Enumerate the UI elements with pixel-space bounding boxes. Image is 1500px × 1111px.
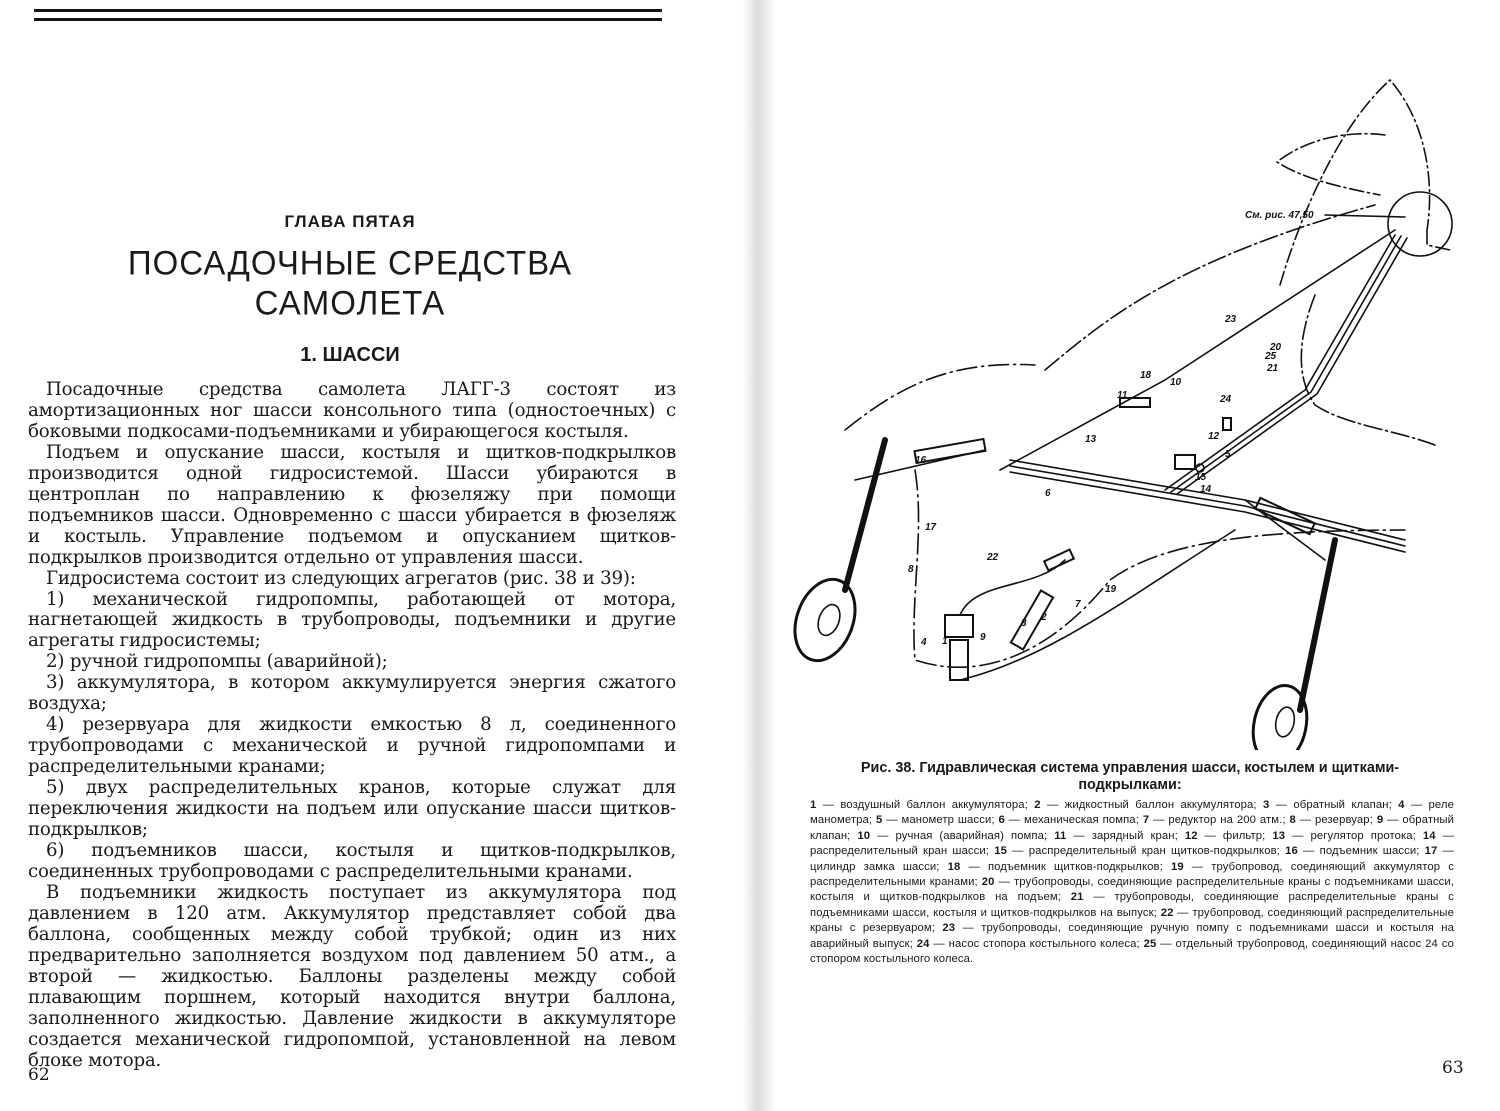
legend-text: воздушный баллон аккумулятора;: [840, 799, 1028, 811]
legend-text: резервуар;: [1315, 814, 1373, 827]
legend-number: 16: [1285, 845, 1298, 858]
callout-3: 3: [1021, 618, 1027, 629]
callout-10: 10: [1170, 377, 1182, 388]
legend-text: цилиндр замка шасси;: [810, 860, 940, 873]
legend-entry: 20 — трубопроводы, соединяющие распределительные краны с подъемниками шасси, костыля и щитков-подкрылков на подъем;: [810, 876, 1454, 904]
pipe-to-tail-25: [1165, 235, 1395, 490]
callout-1: 1: [942, 636, 948, 647]
stabilizer-outline: [1277, 134, 1385, 195]
legend-number: 25: [1143, 937, 1157, 950]
body-text: [28, 380, 676, 1071]
legend-number: 18: [947, 860, 961, 873]
right-wheel-hub: [1273, 705, 1297, 738]
legend-entry: 1 — воздушный баллон аккумулятора;: [810, 799, 1028, 811]
callout-17: 17: [925, 522, 937, 533]
legend-entry: 7 — редуктор на 200 атм.;: [1142, 814, 1286, 827]
callout-4: 4: [921, 637, 927, 648]
legend-text: реле манометра;: [810, 799, 1455, 827]
legend-number: 20: [981, 876, 995, 889]
reference-note: См. рис. 47,50: [1245, 210, 1314, 221]
list-item: 2) ручной гидропомпы (аварийной);: [46, 651, 388, 673]
callout-9: 9: [980, 632, 986, 643]
fin-trailing: [1427, 230, 1450, 250]
legend-entry: 17 — цилиндр замка шасси;: [810, 845, 1454, 873]
header-rule: [34, 18, 662, 21]
legend-number: 23: [942, 922, 956, 935]
legend-entry: 3 — обратный клапан;: [1262, 799, 1392, 811]
legend-entry: 18 — подъемник щитков-подкрылков;: [947, 860, 1163, 873]
right-gear-strut: [1300, 540, 1335, 710]
legend-number: 15: [994, 845, 1007, 858]
reservoir: [945, 615, 973, 637]
legend-text: трубопровод, соединяющий распределительные краны с резервуаром;: [810, 906, 1454, 935]
legend-text: редуктор на 200 атм.;: [1168, 814, 1286, 827]
legend-text: подъемник шасси;: [1319, 845, 1420, 858]
legend-entry: 16 — подъемник шасси;: [1285, 845, 1420, 858]
legend-text: насос стопора костыльного колеса;: [948, 937, 1140, 950]
reference-leader: [1325, 215, 1405, 217]
pipe-22: [960, 560, 1065, 615]
tail-lock-pump: [1223, 418, 1231, 430]
legend-number: 7: [1142, 814, 1150, 827]
tail-wheel-reference-circle: [1388, 192, 1452, 256]
paragraph: В подъемники жидкость поступает из аккумулятора под давлением в 120 атм. Аккумулятор представляет собой два баллона, сообщенных между собой трубкой; один из них предварительно заполняется воздухом под давлением 50 атм., а второй — жидкостью. Баллоны разделены между собой плавающим поршнем, который находится внутри баллона, заполненного жидкостью. Давление жидкости в аккумуляторе создается механической гидропомпой, установленной на левом блоке мотора.: [28, 881, 676, 1071]
legend-text: отдельный трубопровод, соединяющий насос 24 со стопором костыльного колеса.: [810, 937, 1455, 966]
legend-text: механическая помпа;: [1024, 814, 1139, 827]
accumulator: [950, 640, 968, 680]
legend-text: обратный клапан;: [1293, 799, 1392, 811]
legend-number: 21: [1070, 891, 1084, 904]
legend-text: обратный клапан;: [810, 814, 1455, 842]
legend-entry: 6 — механическая помпа;: [998, 814, 1139, 827]
callout-22: 22: [987, 552, 999, 563]
chapter-title-line: ПОСАДОЧНЫЕ СРЕДСТВА: [127, 243, 573, 282]
callout-7: 7: [1075, 599, 1081, 610]
chapter-title: [0, 243, 700, 323]
legend-text: манометр шасси;: [901, 814, 995, 827]
legend-entry: 25 — отдельный трубопровод, соединяющий насос 24 со стопором костыльного колеса.: [810, 937, 1455, 966]
section-heading: 1. ШАССИ: [300, 344, 400, 366]
list-item: 4) резервуара для жидкости емкостью 8 л, соединенного трубопроводами с механической и ручной гидропомпами и распределительными кранами;: [28, 714, 676, 778]
callout-11: 11: [1117, 390, 1128, 401]
legend-number: 1: [810, 799, 817, 811]
legend-entry: 11 — зарядный кран;: [1054, 829, 1178, 842]
legend-entry: 22 — трубопровод, соединяющий распределительные краны с резервуаром;: [810, 906, 1454, 935]
list-item: 1) механической гидропомпы, работающей от мотора, нагнетающей жидкость в трубопроводы, подъемники и другие агрегаты гидросистемы;: [28, 588, 676, 652]
legend-number: 19: [1170, 860, 1184, 873]
legend-number: 10: [857, 829, 871, 842]
legend-number: 11: [1054, 829, 1067, 842]
legend-text: ручная (аварийная) помпа;: [895, 829, 1048, 842]
legend-text: трубопроводы, соединяющие распределительные краны с подъемниками шасси, костыля и щитков-подкрылков на подъем;: [810, 876, 1454, 904]
hydraulic-system-diagram: [745, 60, 1500, 750]
legend-number: 14: [1422, 829, 1436, 842]
legend-number: 24: [916, 937, 930, 950]
legend-number: 6: [998, 814, 1005, 827]
legend-number: 5: [876, 814, 883, 827]
callout-25: 25: [1265, 351, 1277, 362]
legend-number: 9: [1376, 814, 1384, 827]
mechanical-pump: [1044, 550, 1074, 571]
chapter-label: ГЛАВА ПЯТАЯ: [284, 212, 416, 231]
legend-entry: 15 — распределительный кран щитков-подкрылков;: [994, 845, 1280, 858]
callout-2: 2: [1041, 612, 1047, 623]
pipe-to-tail-21: [1177, 238, 1407, 494]
legend-text: трубопроводы, соединяющие распределительные краны с подъемниками шасси, костыля и щитков-подкрылков на выпуск;: [810, 891, 1454, 919]
distribution-valves: [1175, 455, 1195, 469]
legend-entry: 19 — трубопровод, соединяющий аккумулятор с распределительными кранами;: [810, 860, 1454, 889]
list-item: 3) аккумулятора, в котором аккумулируется энергия сжатого воздуха;: [28, 672, 676, 715]
hand-pump-cylinder: [1011, 591, 1053, 650]
left-page: [0, 0, 745, 1111]
callout-18: 18: [1140, 370, 1152, 381]
list-item: 6) подъемников шасси, костыля и щитков-подкрылков, соединенных трубопроводами с распределительными кранами.: [28, 839, 676, 882]
left-wheel-hub: [814, 602, 844, 639]
chapter-title-line: САМОЛЕТА: [254, 283, 446, 322]
right-page: [745, 0, 1500, 1111]
pipe-19: [960, 530, 1235, 680]
legend-text: фильтр;: [1222, 829, 1266, 842]
legend-number: 22: [1160, 906, 1174, 919]
callout-14: 14: [1200, 484, 1212, 495]
legend-entry: 13 — регулятор протока;: [1272, 829, 1416, 842]
page-number: 62: [28, 1065, 50, 1085]
legend-entry: 2 — жидкостный баллон аккумулятора;: [1034, 799, 1257, 811]
legend-number: 13: [1272, 829, 1286, 842]
legend-text: жидкостный баллон аккумулятора;: [1064, 799, 1257, 811]
callout-15: 15: [1195, 472, 1207, 483]
legend-entry: 23 — трубопроводы, соединяющие ручную помпу с подъемниками шасси и костыля на аварийный выпуск;: [810, 922, 1454, 950]
legend-number: 4: [1398, 799, 1405, 811]
legend-entry: 4 — реле манометра;: [810, 799, 1455, 827]
callout-8: 8: [908, 564, 914, 575]
callout-20: 20: [1270, 342, 1282, 353]
legend-entry: 10 — ручная (аварийная) помпа;: [857, 829, 1048, 842]
legend-text: регулятор протока;: [1310, 829, 1416, 842]
legend-number: 17: [1424, 845, 1438, 858]
callout-6: 6: [1045, 488, 1051, 499]
legend-number: 3: [1262, 799, 1270, 811]
callout-5: 5: [1225, 449, 1231, 460]
legend-text: подъемник щитков-подкрылков;: [987, 860, 1163, 873]
page-number: 63: [1442, 1058, 1464, 1078]
paragraph: Подъем и опускание шасси, костыля и щитков-подкрылков производится одной гидросистемой. Шасси убираются в центроплан по направлению к фюзеляжу при помощи подъемников шасси. Одновременно с шасси убирается в фюзеляж и костыль. Управление подъемом и опусканием щитков-подкрылков производится отдельно от управления шасси.: [28, 441, 676, 568]
paragraph: Посадочные средства самолета ЛАГГ-3 состоят из амортизационных ног шасси консольного типа (одностоечных) с боковыми подкосами-подъемниками и убирающегося костыля.: [28, 379, 676, 442]
legend-entry: 21 — трубопроводы, соединяющие распределительные краны с подъемниками шасси, костыля и щитков-подкрылков на выпуск;: [810, 891, 1454, 919]
legend-entry: 12 — фильтр;: [1184, 829, 1266, 842]
callout-21: 21: [1267, 363, 1279, 374]
callout-23: 23: [1225, 314, 1237, 325]
legend-entry: 14 — распределительный кран шасси;: [810, 829, 1455, 858]
legend-text: трубопровод, соединяющий аккумулятор с распределительными кранами;: [810, 860, 1454, 889]
fuselage-lower-outline: [1301, 295, 1435, 445]
callout-24: 24: [1220, 394, 1232, 405]
fuselage-top-outline: [1045, 205, 1375, 370]
header-rule: [34, 9, 662, 12]
legend-text: распределительный кран щитков-подкрылков;: [1028, 845, 1280, 858]
left-wheel: [784, 571, 865, 669]
fin-outline: [1280, 80, 1430, 285]
legend-entry: 24 — насос стопора костыльного колеса;: [916, 937, 1140, 950]
legend-text: распределительный кран шасси;: [810, 845, 990, 858]
legend-text: трубопроводы, соединяющие ручную помпу с подъемниками шасси и костыля на аварийный выпуск;: [810, 922, 1454, 950]
paragraph: Гидросистема состоит из следующих агрегатов (рис. 38 и 39):: [46, 567, 636, 589]
list-item: 5) двух распределительных кранов, которые служат для переключения жидкости на подъем или опускание шасси щитков-подкрылков;: [28, 777, 676, 841]
figure-caption-title: Рис. 38. Гидравлическая система управления шасси, костылем и щитками-подкрылками:: [860, 760, 1400, 793]
callout-12: 12: [1208, 431, 1220, 442]
legend-number: 2: [1034, 799, 1041, 811]
wing-outline: [845, 364, 1035, 430]
legend-entry: 8 — резервуар;: [1289, 814, 1373, 827]
legend-text: зарядный кран;: [1091, 829, 1178, 842]
legend-number: 12: [1184, 829, 1198, 842]
figure-legend: [810, 798, 1454, 967]
pipe-to-tail-20: [1171, 236, 1401, 492]
callout-19: 19: [1105, 584, 1117, 595]
left-gear-strut: [845, 440, 885, 590]
legend-number: 8: [1289, 814, 1296, 827]
callout-16: 16: [915, 455, 927, 466]
legend-entry: 5 — манометр шасси;: [876, 814, 995, 827]
callout-13: 13: [1085, 434, 1097, 445]
legend-entry: 9 — обратный клапан;: [810, 814, 1455, 842]
